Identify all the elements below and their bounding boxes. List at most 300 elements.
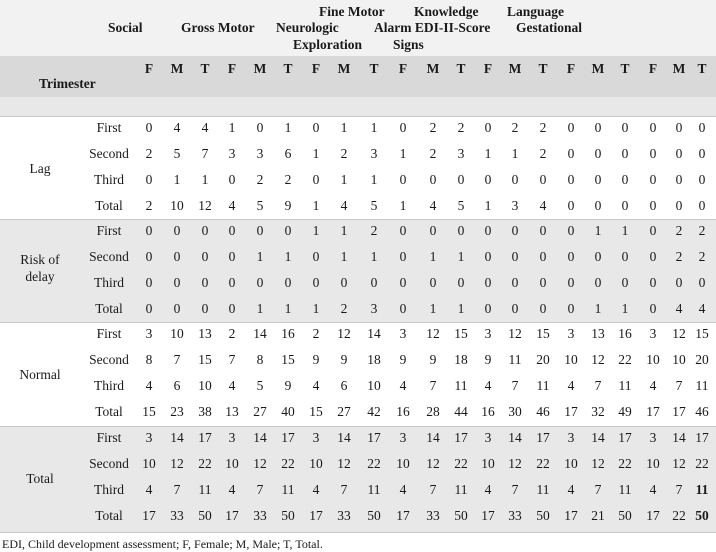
group-label bbox=[4, 251, 76, 285]
table-cell: 10 bbox=[672, 352, 686, 367]
table-cell: 0 bbox=[228, 301, 236, 316]
table-cell: 15 bbox=[142, 404, 156, 419]
table-cell: 0 bbox=[484, 120, 492, 135]
table-cell: 5 bbox=[256, 378, 264, 393]
table-cell: 1 bbox=[621, 301, 629, 316]
table-cell: 21 bbox=[591, 508, 605, 523]
table-cell: 0 bbox=[228, 223, 236, 238]
table-cell: 22 bbox=[367, 456, 381, 471]
table-cell: 0 bbox=[649, 120, 657, 135]
table-cell: 17 bbox=[646, 508, 660, 523]
table-cell: 2 bbox=[698, 223, 706, 238]
table-cell: 0 bbox=[256, 223, 264, 238]
table-cell: 12 bbox=[591, 456, 605, 471]
table-cell: 4 bbox=[228, 482, 236, 497]
table-cell: 0 bbox=[173, 223, 181, 238]
table-cell: 49 bbox=[618, 404, 632, 419]
table-cell: 50 bbox=[281, 508, 295, 523]
table-cell: 11 bbox=[281, 482, 295, 497]
table-cell: 11 bbox=[198, 482, 212, 497]
column-header: F bbox=[144, 61, 154, 76]
table-cell: 1 bbox=[340, 172, 348, 187]
table-cell: 1 bbox=[484, 146, 492, 161]
table-cell: 0 bbox=[567, 146, 575, 161]
table-cell: 3 bbox=[228, 146, 236, 161]
table-cell: 0 bbox=[649, 301, 657, 316]
table-cell: 17 bbox=[309, 508, 323, 523]
header-social: Social bbox=[108, 20, 143, 35]
table-cell: 0 bbox=[228, 249, 236, 264]
table-cell: 12 bbox=[672, 456, 686, 471]
table-cell: 1 bbox=[173, 172, 181, 187]
table-cell: 14 bbox=[170, 430, 184, 445]
table-cell: 22 bbox=[695, 456, 709, 471]
table-cell: 5 bbox=[370, 198, 378, 213]
table-cell: 0 bbox=[173, 275, 181, 290]
table-cell: 3 bbox=[370, 146, 378, 161]
table-cell: 50 bbox=[618, 508, 632, 523]
table-cell: 0 bbox=[621, 146, 629, 161]
header-trimester: Trimester bbox=[39, 76, 96, 91]
table-cell: 1 bbox=[284, 249, 292, 264]
row-label: Third bbox=[94, 275, 124, 290]
table-cell: 0 bbox=[228, 172, 236, 187]
group-label-line: delay bbox=[25, 269, 55, 284]
table-cell: 0 bbox=[567, 223, 575, 238]
table-cell: 4 bbox=[399, 378, 407, 393]
table-cell: 1 bbox=[312, 223, 320, 238]
table-cell: 10 bbox=[646, 352, 660, 367]
table-cell: 7 bbox=[340, 482, 348, 497]
table-cell: 10 bbox=[564, 352, 578, 367]
table-cell: 11 bbox=[536, 482, 550, 497]
table-cell: 0 bbox=[484, 301, 492, 316]
table-cell: 0 bbox=[201, 249, 209, 264]
table-cell: 4 bbox=[340, 198, 348, 213]
column-header: M bbox=[672, 61, 686, 76]
table-cell: 13 bbox=[225, 404, 239, 419]
table-cell: 22 bbox=[198, 456, 212, 471]
table-cell: 0 bbox=[621, 249, 629, 264]
table-cell: 0 bbox=[621, 120, 629, 135]
table-cell: 0 bbox=[201, 301, 209, 316]
table-cell: 8 bbox=[145, 352, 153, 367]
table-cell: 12 bbox=[253, 456, 267, 471]
table-cell: 2 bbox=[228, 326, 236, 341]
table-cell: 2 bbox=[457, 120, 465, 135]
table-cell: 0 bbox=[698, 275, 706, 290]
table-cell: 11 bbox=[454, 482, 468, 497]
table-cell: 0 bbox=[621, 275, 629, 290]
header-knowledge: Knowledge bbox=[414, 4, 479, 19]
header-fine-motor: Fine Motor bbox=[319, 4, 385, 19]
table-cell: 0 bbox=[539, 172, 547, 187]
table-cell: 22 bbox=[618, 352, 632, 367]
table-cell: 0 bbox=[457, 172, 465, 187]
table-cell: 9 bbox=[429, 352, 437, 367]
table-cell: 0 bbox=[145, 275, 153, 290]
table-cell: 7 bbox=[511, 482, 519, 497]
row-label: Total bbox=[95, 404, 123, 419]
table-cell: 33 bbox=[337, 508, 351, 523]
table-cell: 0 bbox=[429, 275, 437, 290]
row-label: First bbox=[96, 223, 122, 238]
column-header: T bbox=[456, 61, 466, 76]
table-cell: 0 bbox=[399, 249, 407, 264]
row-label: Second bbox=[89, 146, 129, 161]
table-cell: 9 bbox=[284, 198, 292, 213]
table-cell: 14 bbox=[508, 430, 522, 445]
table-cell: 0 bbox=[698, 120, 706, 135]
table-cell: 9 bbox=[399, 352, 407, 367]
table-cell: 12 bbox=[508, 456, 522, 471]
table-cell: 46 bbox=[695, 404, 709, 419]
table-cell: 3 bbox=[256, 146, 264, 161]
group-label: Total bbox=[26, 471, 54, 486]
table-cell: 4 bbox=[145, 482, 153, 497]
table-cell: 3 bbox=[399, 326, 407, 341]
table-cell: 17 bbox=[454, 430, 468, 445]
table-cell: 1 bbox=[256, 249, 264, 264]
table-cell: 4 bbox=[675, 301, 683, 316]
table-cell: 0 bbox=[649, 146, 657, 161]
table-cell: 2 bbox=[429, 120, 437, 135]
table-cell: 2 bbox=[539, 146, 547, 161]
table-cell: 33 bbox=[170, 508, 184, 523]
table-cell: 1 bbox=[340, 249, 348, 264]
table-cell: 0 bbox=[567, 275, 575, 290]
row-label: First bbox=[96, 120, 122, 135]
table-cell: 0 bbox=[484, 172, 492, 187]
table-cell: 7 bbox=[594, 378, 602, 393]
table-cell: 15 bbox=[536, 326, 550, 341]
table-cell: 0 bbox=[312, 275, 320, 290]
table-cell: 15 bbox=[198, 352, 212, 367]
table-cell: 9 bbox=[484, 352, 492, 367]
blank-band bbox=[0, 97, 716, 116]
table-cell: 11 bbox=[454, 378, 468, 393]
table-cell: 4 bbox=[698, 301, 706, 316]
table-cell: 3 bbox=[484, 326, 492, 341]
table-bottom-rule bbox=[0, 532, 716, 533]
table-cell: 10 bbox=[367, 378, 381, 393]
column-header: F bbox=[483, 61, 493, 76]
table-cell: 17 bbox=[481, 508, 495, 523]
table-cell: 1 bbox=[594, 301, 602, 316]
table-cell: 14 bbox=[591, 430, 605, 445]
header-neurologic: Neurologic bbox=[276, 20, 339, 35]
table-cell: 10 bbox=[170, 326, 184, 341]
table-cell: 28 bbox=[426, 404, 440, 419]
table-cell: 12 bbox=[337, 326, 351, 341]
table-cell: 11 bbox=[695, 482, 709, 497]
table-cell: 3 bbox=[457, 146, 465, 161]
table-cell: 4 bbox=[201, 120, 209, 135]
table-cell: 7 bbox=[173, 352, 181, 367]
table-cell: 5 bbox=[457, 198, 465, 213]
table-cell: 2 bbox=[370, 223, 378, 238]
table-cell: 5 bbox=[173, 146, 181, 161]
table-cell: 0 bbox=[256, 120, 264, 135]
row-label: Third bbox=[94, 378, 124, 393]
table-cell: 33 bbox=[508, 508, 522, 523]
table-cell: 0 bbox=[312, 172, 320, 187]
header-exploration: Exploration bbox=[293, 37, 363, 52]
table-cell: 0 bbox=[173, 301, 181, 316]
table-cell: 0 bbox=[675, 120, 683, 135]
table-cell: 4 bbox=[484, 378, 492, 393]
table-cell: 7 bbox=[173, 482, 181, 497]
table-cell: 1 bbox=[370, 120, 378, 135]
table-cell: 9 bbox=[340, 352, 348, 367]
table-cell: 1 bbox=[228, 120, 236, 135]
table-cell: 8 bbox=[256, 352, 264, 367]
row-label: Total bbox=[95, 198, 123, 213]
table-cell: 1 bbox=[457, 301, 465, 316]
table-cell: 4 bbox=[228, 378, 236, 393]
table-cell: 0 bbox=[484, 275, 492, 290]
table-cell: 3 bbox=[484, 430, 492, 445]
table-cell: 0 bbox=[201, 223, 209, 238]
table-cell: 0 bbox=[484, 249, 492, 264]
table-cell: 3 bbox=[145, 430, 153, 445]
table-cell: 0 bbox=[256, 275, 264, 290]
table-cell: 11 bbox=[695, 378, 709, 393]
table-cell: 3 bbox=[649, 430, 657, 445]
table-cell: 15 bbox=[695, 326, 709, 341]
table-cell: 0 bbox=[399, 172, 407, 187]
table-cell: 14 bbox=[253, 430, 267, 445]
table-cell: 0 bbox=[621, 172, 629, 187]
table-cell: 33 bbox=[426, 508, 440, 523]
table-cell: 15 bbox=[309, 404, 323, 419]
header-gross-motor: Gross Motor bbox=[181, 20, 255, 35]
table-cell: 0 bbox=[621, 198, 629, 213]
table-cell: 1 bbox=[594, 223, 602, 238]
row-label: Third bbox=[94, 172, 124, 187]
table-cell: 23 bbox=[170, 404, 184, 419]
footnote: EDI, Child development assessment; F, Female; M, Male; T, Total. bbox=[2, 537, 323, 551]
table-cell: 7 bbox=[675, 482, 683, 497]
table-cell: 12 bbox=[508, 326, 522, 341]
table-cell: 1 bbox=[484, 198, 492, 213]
table-cell: 2 bbox=[340, 301, 348, 316]
table-cell: 12 bbox=[672, 326, 686, 341]
table-cell: 2 bbox=[340, 146, 348, 161]
table-cell: 0 bbox=[594, 146, 602, 161]
table-cell: 10 bbox=[309, 456, 323, 471]
table-cell: 1 bbox=[511, 146, 519, 161]
column-header: M bbox=[253, 61, 267, 76]
column-header: T bbox=[538, 61, 548, 76]
column-header: M bbox=[508, 61, 522, 76]
table-cell: 17 bbox=[142, 508, 156, 523]
table-cell: 0 bbox=[145, 172, 153, 187]
table-cell: 10 bbox=[481, 456, 495, 471]
table-cell: 0 bbox=[511, 172, 519, 187]
table-cell: 17 bbox=[695, 430, 709, 445]
table-cell: 0 bbox=[399, 120, 407, 135]
table-cell: 0 bbox=[649, 223, 657, 238]
group-label: Normal bbox=[19, 367, 61, 382]
table-cell: 4 bbox=[312, 378, 320, 393]
table-cell: 0 bbox=[399, 275, 407, 290]
table-cell: 17 bbox=[396, 508, 410, 523]
table-cell: 20 bbox=[695, 352, 709, 367]
table-cell: 1 bbox=[312, 198, 320, 213]
row-label: Third bbox=[94, 482, 124, 497]
table-cell: 2 bbox=[511, 120, 519, 135]
table-cell: 1 bbox=[621, 223, 629, 238]
row-label: Second bbox=[89, 352, 129, 367]
table-cell: 5 bbox=[256, 198, 264, 213]
table-cell: 3 bbox=[567, 430, 575, 445]
table-cell: 7 bbox=[429, 482, 437, 497]
table-cell: 6 bbox=[173, 378, 181, 393]
table-cell: 0 bbox=[594, 172, 602, 187]
table-cell: 18 bbox=[367, 352, 381, 367]
table-cell: 46 bbox=[536, 404, 550, 419]
table-cell: 2 bbox=[145, 146, 153, 161]
table-cell: 10 bbox=[396, 456, 410, 471]
table-cell: 12 bbox=[337, 456, 351, 471]
table-cell: 0 bbox=[145, 223, 153, 238]
table-cell: 12 bbox=[198, 198, 212, 213]
table-cell: 4 bbox=[312, 482, 320, 497]
table-cell: 50 bbox=[367, 508, 381, 523]
table-cell: 1 bbox=[429, 301, 437, 316]
table-cell: 1 bbox=[312, 301, 320, 316]
table-cell: 0 bbox=[399, 223, 407, 238]
table-cell: 12 bbox=[170, 456, 184, 471]
table-cell: 10 bbox=[170, 198, 184, 213]
table-cell: 22 bbox=[536, 456, 550, 471]
table-cell: 6 bbox=[340, 378, 348, 393]
table-cell: 7 bbox=[594, 482, 602, 497]
table-cell: 0 bbox=[539, 275, 547, 290]
group-label: Lag bbox=[29, 161, 51, 176]
table-cell: 16 bbox=[281, 326, 295, 341]
table-cell: 3 bbox=[649, 326, 657, 341]
table-cell: 4 bbox=[649, 482, 657, 497]
table-cell: 10 bbox=[564, 456, 578, 471]
table-cell: 50 bbox=[198, 508, 212, 523]
table-cell: 7 bbox=[256, 482, 264, 497]
table-cell: 4 bbox=[567, 482, 575, 497]
table-cell: 50 bbox=[536, 508, 550, 523]
table-cell: 1 bbox=[399, 146, 407, 161]
column-header: M bbox=[426, 61, 440, 76]
header-signs: Signs bbox=[393, 37, 424, 52]
table-cell: 4 bbox=[484, 482, 492, 497]
column-header: M bbox=[591, 61, 605, 76]
table-cell: 0 bbox=[145, 301, 153, 316]
table-cell: 12 bbox=[426, 326, 440, 341]
row-label: First bbox=[96, 326, 122, 341]
table-cell: 14 bbox=[253, 326, 267, 341]
column-header: T bbox=[200, 61, 210, 76]
column-header: T bbox=[283, 61, 293, 76]
table-cell: 1 bbox=[340, 223, 348, 238]
table-cell: 14 bbox=[672, 430, 686, 445]
table-cell: 3 bbox=[567, 326, 575, 341]
table-cell: 30 bbox=[508, 404, 522, 419]
header-gestational: Gestational bbox=[516, 20, 582, 35]
table-cell: 0 bbox=[399, 301, 407, 316]
table-cell: 0 bbox=[284, 275, 292, 290]
table-cell: 0 bbox=[567, 249, 575, 264]
table-cell: 17 bbox=[367, 430, 381, 445]
table-cell: 16 bbox=[481, 404, 495, 419]
table-cell: 3 bbox=[145, 326, 153, 341]
table-cell: 9 bbox=[284, 378, 292, 393]
table-cell: 0 bbox=[698, 146, 706, 161]
row-label: First bbox=[96, 430, 122, 445]
table-cell: 4 bbox=[567, 378, 575, 393]
column-header: F bbox=[566, 61, 576, 76]
table-cell: 50 bbox=[695, 508, 709, 523]
column-header: M bbox=[170, 61, 184, 76]
table-cell: 27 bbox=[337, 404, 351, 419]
table-cell: 0 bbox=[539, 301, 547, 316]
table-cell: 15 bbox=[454, 326, 468, 341]
table-cell: 17 bbox=[281, 430, 295, 445]
table-cell: 0 bbox=[675, 146, 683, 161]
table-cell: 0 bbox=[649, 249, 657, 264]
table-cell: 11 bbox=[367, 482, 381, 497]
table-cell: 0 bbox=[675, 198, 683, 213]
table-cell: 3 bbox=[370, 301, 378, 316]
table-cell: 22 bbox=[618, 456, 632, 471]
row-label: Total bbox=[95, 508, 123, 523]
table-cell: 0 bbox=[594, 249, 602, 264]
table-cell: 17 bbox=[672, 404, 686, 419]
table-cell: 14 bbox=[367, 326, 381, 341]
table-cell: 0 bbox=[312, 249, 320, 264]
table-cell: 38 bbox=[198, 404, 212, 419]
table-cell: 17 bbox=[564, 508, 578, 523]
table-cell: 40 bbox=[281, 404, 295, 419]
table-cell: 14 bbox=[426, 430, 440, 445]
table-cell: 7 bbox=[675, 378, 683, 393]
table-cell: 42 bbox=[367, 404, 381, 419]
table-cell: 22 bbox=[672, 508, 686, 523]
table-cell: 4 bbox=[145, 378, 153, 393]
table-cell: 4 bbox=[539, 198, 547, 213]
table-cell: 0 bbox=[370, 275, 378, 290]
table-cell: 0 bbox=[145, 249, 153, 264]
table-cell: 1 bbox=[370, 172, 378, 187]
table-cell: 0 bbox=[312, 120, 320, 135]
table-cell: 0 bbox=[649, 275, 657, 290]
table-cell: 17 bbox=[198, 430, 212, 445]
table-cell: 0 bbox=[539, 249, 547, 264]
table-cell: 0 bbox=[649, 172, 657, 187]
table-cell: 0 bbox=[457, 275, 465, 290]
table-cell: 13 bbox=[591, 326, 605, 341]
table-cell: 17 bbox=[564, 404, 578, 419]
table-cell: 2 bbox=[539, 120, 547, 135]
table-cell: 17 bbox=[536, 430, 550, 445]
table-cell: 3 bbox=[399, 430, 407, 445]
table-cell: 15 bbox=[281, 352, 295, 367]
table-cell: 2 bbox=[145, 198, 153, 213]
table-cell: 9 bbox=[312, 352, 320, 367]
table-cell: 1 bbox=[399, 198, 407, 213]
table-cell: 7 bbox=[511, 378, 519, 393]
table-cell: 1 bbox=[201, 172, 209, 187]
table-cell: 32 bbox=[591, 404, 605, 419]
